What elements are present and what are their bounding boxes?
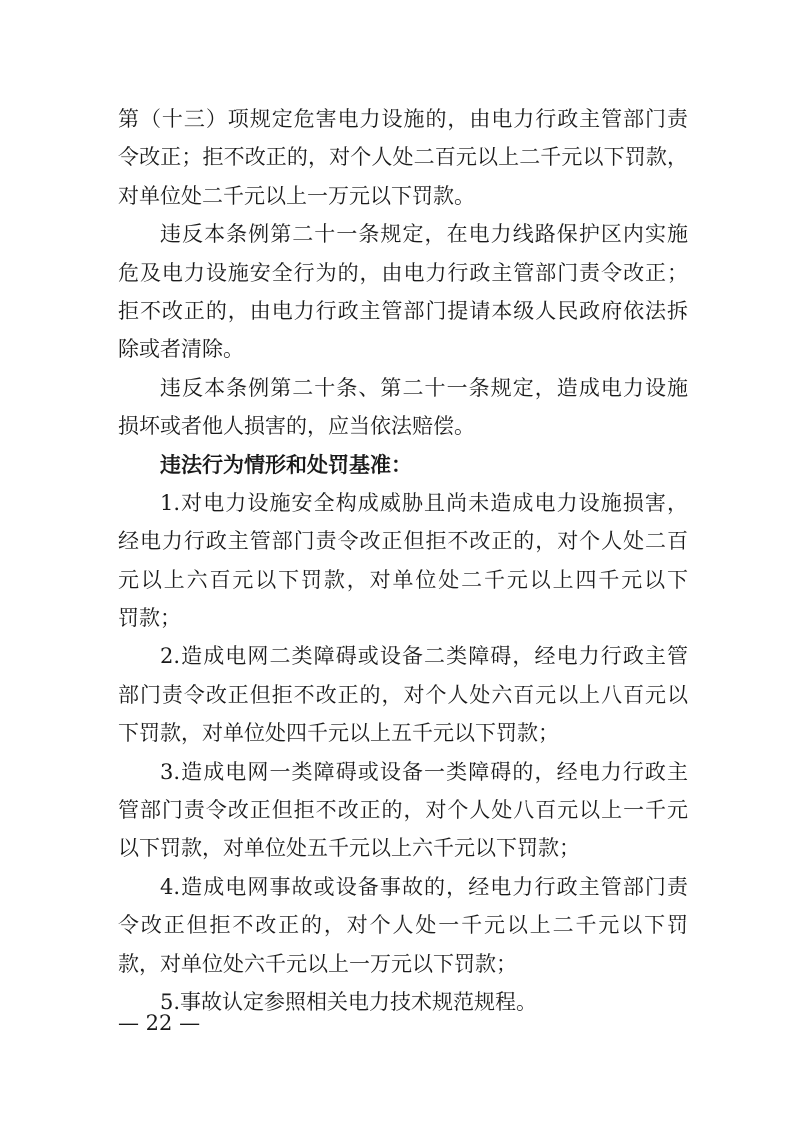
paragraph (118, 637, 688, 752)
paragraph (118, 983, 688, 1021)
text-line: 管部门责令改正但拒不改正的，对个人处八百元以上一千元 (118, 798, 688, 823)
text-line: 以下罚款，对单位处五千元以上六千元以下罚款； (118, 836, 580, 861)
text-line: 违反本条例第二十条、第二十一条规定，造成电力设施 (160, 375, 688, 400)
text-line: 除或者清除。 (118, 337, 244, 362)
heading-line: 违法行为情形和处罚基准： (160, 451, 412, 477)
paragraph (118, 369, 688, 446)
section-heading (118, 446, 688, 484)
text-line: 2.造成电网二类障碍或设备二类障碍，经电力行政主管 (160, 644, 688, 669)
text-line: 4.造成电网事故或设备事故的，经电力行政主管部门责 (160, 874, 688, 899)
text-line: 元以上六百元以下罚款，对单位处二千元以上四千元以下 (118, 567, 688, 592)
text-line: 危及电力设施安全行为的，由电力行政主管部门责令改正； (118, 260, 688, 285)
text-line: 罚款； (118, 606, 181, 631)
paragraph (118, 484, 688, 638)
page-number: — 22 — (118, 1011, 201, 1035)
text-line: 1.对电力设施安全构成威胁且尚未造成电力设施损害， (160, 490, 688, 515)
text-line: 款，对单位处六千元以上一万元以下罚款； (118, 951, 517, 976)
text-line: 3.造成电网一类障碍或设备一类障碍的，经电力行政主 (160, 759, 688, 784)
text-line: 令改正但拒不改正的，对个人处一千元以上二千元以下罚 (118, 913, 688, 938)
paragraph (118, 868, 688, 983)
text-line: 令改正；拒不改正的，对个人处二百元以上二千元以下罚款， (118, 145, 688, 170)
text-line: 部门责令改正但拒不改正的，对个人处六百元以上八百元以 (118, 682, 688, 707)
text-line: 对单位处二千元以上一万元以下罚款。 (118, 183, 475, 208)
text-line: 经电力行政主管部门责令改正但拒不改正的，对个人处二百 (118, 529, 688, 554)
text-line: 5.事故认定参照相关电力技术规范规程。 (160, 989, 538, 1014)
text-line: 拒不改正的，由电力行政主管部门提请本级人民政府依法拆 (118, 298, 688, 323)
text-line: 第（十三）项规定危害电力设施的，由电力行政主管部门责 (118, 107, 688, 131)
text-line: 违反本条例第二十一条规定，在电力线路保护区内实施 (160, 222, 688, 247)
text-line: 损坏或者他人损害的，应当依法赔偿。 (118, 414, 475, 439)
text-line: 下罚款，对单位处四千元以上五千元以下罚款； (118, 721, 559, 746)
paragraph (118, 100, 688, 215)
paragraph (118, 215, 688, 369)
paragraph (118, 753, 688, 868)
document-body (118, 100, 688, 1021)
